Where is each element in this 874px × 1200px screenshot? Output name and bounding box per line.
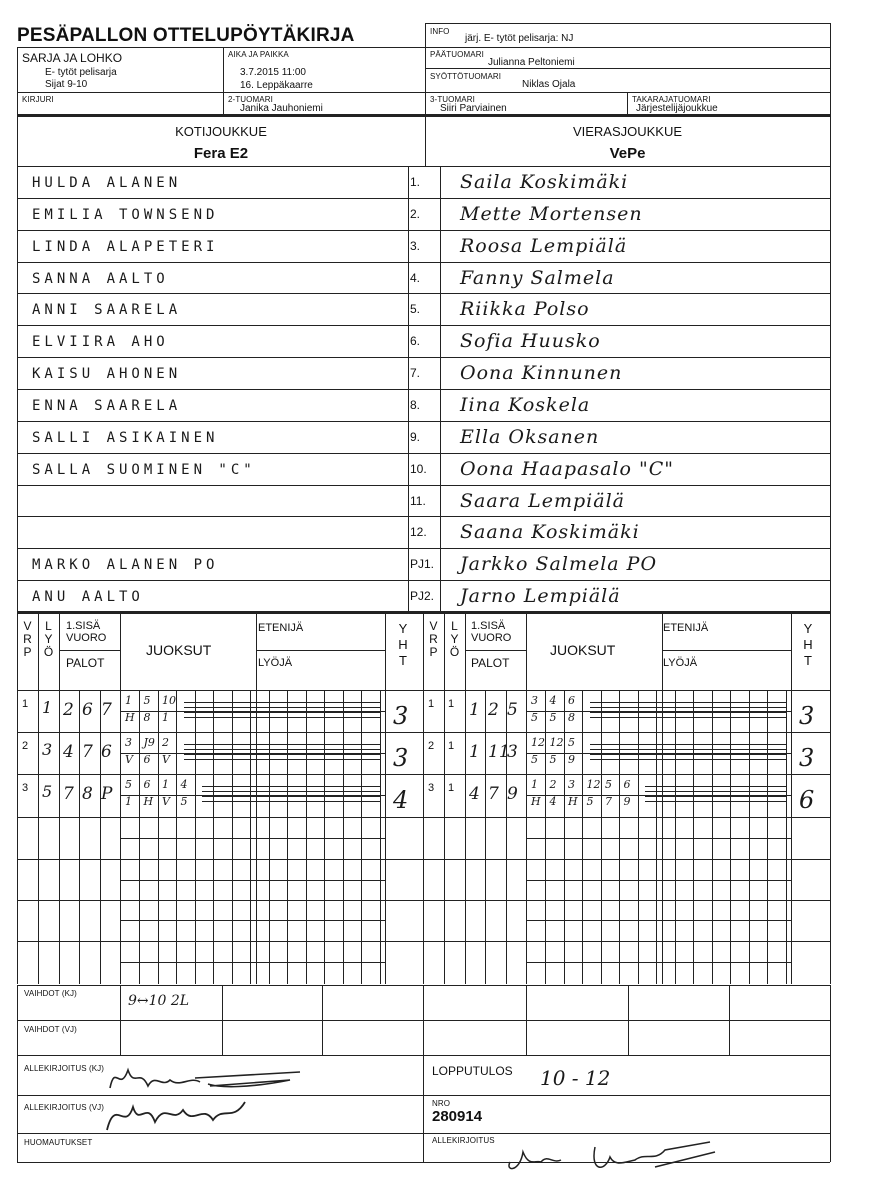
away-player-name: Jarno Lempiälä — [460, 585, 621, 607]
out-entry: 1 — [469, 742, 480, 762]
run-entry: V — [162, 753, 170, 766]
home-player-name: SALLA SUOMINEN "C" — [32, 462, 256, 478]
away-juoksut-header: JUOKSUT — [550, 642, 616, 658]
away-etenija-header: ETENIJÄ — [663, 622, 709, 634]
out-entry: 4 — [469, 784, 480, 804]
umpire2-value: Janika Jauhoniemi — [240, 103, 323, 114]
run-entry: 1 — [125, 694, 132, 707]
palot-header: PALOT — [66, 656, 105, 670]
tally-stroke — [202, 786, 380, 787]
home-player-name: HULDA ALANEN — [32, 175, 182, 191]
run-entry: 5 — [586, 795, 594, 808]
roster-number: 1. — [410, 175, 421, 189]
inning-number: 1 — [428, 698, 435, 710]
hitter-start: 1 — [42, 698, 53, 717]
home-player-name: EMILIA TOWNSEND — [32, 207, 219, 223]
run-entry: 12 — [586, 778, 601, 791]
run-entry: H — [531, 795, 541, 808]
nro-label: NRO — [432, 1099, 451, 1108]
home-player-name: LINDA ALAPETERI — [32, 239, 219, 255]
tally-stroke — [590, 759, 786, 760]
out-entry: 7 — [488, 784, 499, 804]
away-player-name: Mette Mortensen — [460, 203, 643, 225]
inning-number: 2 — [22, 740, 29, 752]
tally-stroke — [184, 707, 380, 708]
run-entry: 1 — [162, 778, 169, 791]
run-entry: 8 — [568, 711, 575, 724]
out-entry: 2 — [63, 700, 74, 720]
away-vrp-header: V R P — [429, 619, 438, 659]
inning-number: 3 — [22, 782, 29, 794]
info-value: järj. E- tytöt pelisarja: NJ — [465, 33, 574, 44]
tally-stroke — [184, 759, 380, 760]
run-entry: 3 — [568, 778, 575, 791]
series-label: SARJA JA LOHKO — [22, 51, 123, 65]
tally-stroke — [184, 712, 380, 713]
sign-label: ALLEKIRJOITUS — [432, 1136, 495, 1145]
inning-total: 4 — [393, 786, 409, 814]
subs-home-label: VAIHDOT (KJ) — [24, 989, 77, 998]
inning-total: 3 — [799, 702, 815, 730]
tally-stroke — [645, 791, 786, 792]
run-entry: 4 — [180, 778, 188, 791]
run-entry: 4 — [549, 795, 557, 808]
out-entry: 1 — [469, 700, 480, 720]
home-player-name: ELVIIRA AHO — [32, 334, 169, 350]
out-entry: 7 — [82, 742, 93, 762]
run-entry: 6 — [623, 778, 631, 791]
away-player-name: Saara Lempiälä — [460, 490, 625, 512]
inning-number: 3 — [428, 782, 435, 794]
inning-total: 6 — [799, 786, 815, 814]
run-entry: H — [568, 795, 578, 808]
head-umpire-label: PÄÄTUOMARI — [430, 50, 484, 59]
home-player-name: ENNA SAARELA — [32, 398, 182, 414]
hitter-start: 1 — [448, 740, 455, 752]
away-lyo-header: L Y Ö — [449, 619, 460, 659]
sisa-header: 1.SISÄ VUORO — [66, 620, 107, 644]
home-player-name: ANU AALTO — [32, 589, 144, 605]
home-team-label: KOTIJOUKKUE — [175, 124, 267, 139]
place-value: 16. Leppäkaarre — [240, 80, 313, 91]
away-player-name: Jarkko Salmela PO — [460, 553, 658, 575]
back-umpire-label: TAKARAJATUOMARI — [632, 95, 711, 104]
tally-stroke — [184, 744, 380, 745]
final-score-value: 10 - 12 — [540, 1066, 611, 1090]
run-entry: 10 — [162, 694, 176, 707]
tally-stroke — [202, 796, 380, 797]
out-entry: 8 — [82, 784, 93, 804]
run-entry: H — [125, 711, 135, 724]
head-umpire-value: Julianna Peltoniemi — [488, 57, 575, 68]
run-entry: 6 — [143, 778, 151, 791]
away-team-name: VePe — [609, 145, 646, 162]
run-entry: 5 — [125, 778, 132, 791]
scorer-label: KIRJURI — [22, 95, 54, 104]
umpire3-label: 3-TUOMARI — [430, 95, 475, 104]
roster-number: 2. — [410, 207, 421, 221]
roster-number: PJ2. — [410, 589, 435, 603]
run-entry: 1 — [125, 795, 132, 808]
lyoja-header: LYÖJÄ — [258, 657, 293, 669]
run-entry: 9 — [623, 795, 631, 808]
tally-stroke — [202, 791, 380, 792]
out-entry: 6 — [82, 700, 93, 720]
sign-home-label: ALLEKIRJOITUS (KJ) — [24, 1064, 105, 1073]
tally-stroke — [590, 707, 786, 708]
tally-stroke — [590, 749, 786, 750]
yht-header: Y H T — [398, 621, 408, 668]
inning-total: 3 — [799, 744, 815, 772]
run-entry: 8 — [143, 711, 151, 724]
final-score-label: LOPPUTULOS — [432, 1064, 513, 1078]
away-player-name: Roosa Lempiälä — [460, 235, 628, 257]
run-entry: 5 — [531, 711, 538, 724]
run-entry: 6 — [143, 753, 151, 766]
inning-total: 3 — [393, 702, 409, 730]
hitter-start: 5 — [42, 782, 53, 801]
notes-label: HUOMAUTUKSET — [24, 1138, 93, 1147]
away-player-name: Oona Haapasalo "C" — [460, 458, 674, 480]
scorer-signature — [495, 1132, 725, 1177]
out-entry: 7 — [63, 784, 74, 804]
roster-number: 6. — [410, 334, 421, 348]
away-player-name: Sofia Huusko — [460, 330, 601, 352]
out-entry: 7 — [101, 700, 112, 720]
out-entry: 9 — [507, 784, 518, 804]
run-entry: 9 — [568, 753, 575, 766]
home-player-name: SALLI ASIKAINEN — [32, 430, 219, 446]
time-value: 3.7.2015 11:00 — [240, 67, 306, 78]
inning-number: 2 — [428, 740, 435, 752]
out-entry: 3 — [507, 742, 518, 762]
run-entry: 2 — [162, 736, 169, 749]
run-entry: 5 — [531, 753, 538, 766]
roster-number: 8. — [410, 398, 421, 412]
info-label: INFO — [430, 27, 450, 36]
series-group: Sijat 9-10 — [45, 79, 88, 90]
away-lyoja-header: LYÖJÄ — [663, 657, 698, 669]
tally-stroke — [590, 717, 786, 718]
out-entry: 2 — [488, 700, 499, 720]
run-entry: 5 — [143, 694, 151, 707]
tally-stroke — [645, 796, 786, 797]
run-entry: V — [162, 795, 170, 808]
away-player-name: Riikka Polso — [460, 298, 590, 320]
away-player-name: Iina Koskela — [460, 394, 591, 416]
inning-number: 1 — [22, 698, 29, 710]
away-player-name: Saila Koskimäki — [460, 171, 629, 193]
pitch-umpire-label: SYÖTTÖTUOMARI — [430, 72, 502, 81]
roster-number: 5. — [410, 302, 421, 316]
run-entry: 5 — [605, 778, 612, 791]
out-entry: 5 — [507, 700, 518, 720]
tally-stroke — [184, 702, 380, 703]
run-entry: 2 — [549, 778, 557, 791]
roster-number: 4. — [410, 271, 421, 285]
tally-stroke — [202, 801, 380, 802]
run-entry: 5 — [568, 736, 575, 749]
hitter-start: 1 — [448, 782, 455, 794]
roster-number: 7. — [410, 366, 421, 380]
tally-stroke — [184, 717, 380, 718]
away-yht-header: Y H T — [803, 621, 813, 668]
run-entry: 12 — [549, 736, 564, 749]
run-entry: 5 — [549, 711, 557, 724]
away-player-name: Fanny Salmela — [460, 267, 615, 289]
run-entry: 12 — [531, 736, 545, 749]
run-entry: 5 — [180, 795, 188, 808]
away-player-name: Saana Koskimäki — [460, 521, 640, 543]
juoksut-header: JUOKSUT — [146, 642, 212, 658]
out-entry: 6 — [101, 742, 112, 762]
run-entry: 1 — [162, 711, 169, 724]
run-entry: 3 — [531, 694, 538, 707]
vrp-header: V R P — [23, 619, 32, 659]
form-title: PESÄPALLON OTTELUPÖYTÄKIRJA — [17, 25, 355, 46]
away-player-name: Ella Oksanen — [460, 426, 600, 448]
tally-stroke — [590, 744, 786, 745]
nro-value: 280914 — [432, 1108, 483, 1125]
subs-away-label: VAIHDOT (VJ) — [24, 1025, 77, 1034]
hitter-start: 1 — [448, 698, 455, 710]
hitter-start: 3 — [42, 740, 53, 759]
tally-stroke — [645, 786, 786, 787]
run-entry: 4 — [549, 694, 557, 707]
roster-number: 9. — [410, 430, 421, 444]
home-player-name: MARKO ALANEN PO — [32, 557, 219, 573]
tally-stroke — [645, 801, 786, 802]
run-entry: V — [125, 753, 133, 766]
tally-stroke — [184, 754, 380, 755]
series-value: E- tytöt pelisarja — [45, 67, 117, 78]
run-entry: 1 — [531, 778, 538, 791]
umpire2-label: 2-TUOMARI — [228, 95, 273, 104]
away-sisa-header: 1.SISÄ VUORO — [471, 620, 512, 644]
umpire3-value: Siiri Parviainen — [440, 103, 507, 114]
roster-number: 11. — [410, 494, 426, 508]
home-player-name: KAISU AHONEN — [32, 366, 182, 382]
out-entry: P — [101, 784, 113, 804]
roster-number: PJ1. — [410, 557, 435, 571]
home-player-name: ANNI SAARELA — [32, 302, 182, 318]
time-place-label: AIKA JA PAIKKA — [228, 50, 289, 59]
run-entry: 6 — [568, 694, 575, 707]
home-team-name: Fera E2 — [193, 145, 249, 162]
sign-away-label: ALLEKIRJOITUS (VJ) — [24, 1103, 105, 1112]
tally-stroke — [184, 749, 380, 750]
run-entry: J9 — [143, 736, 155, 749]
roster-number: 3. — [410, 239, 421, 253]
away-player-name: Oona Kinnunen — [460, 362, 623, 384]
back-umpire-value: Järjestelijäjoukkue — [636, 103, 718, 114]
run-entry: H — [143, 795, 154, 808]
run-entry: 7 — [605, 795, 612, 808]
away-palot-header: PALOT — [471, 656, 510, 670]
home-player-name: SANNA AALTO — [32, 271, 169, 287]
tally-stroke — [590, 712, 786, 713]
away-signature — [95, 1092, 265, 1137]
tally-stroke — [590, 754, 786, 755]
run-entry: 5 — [549, 753, 557, 766]
run-entry: 3 — [125, 736, 132, 749]
etenija-header: ETENIJÄ — [258, 622, 304, 634]
subs-home-value: 9↔10 2L — [128, 993, 190, 1009]
away-team-label: VIERASJOUKKUE — [572, 124, 683, 139]
out-entry: 11 — [488, 742, 510, 762]
roster-number: 10. — [410, 462, 427, 476]
out-entry: 4 — [63, 742, 74, 762]
roster-number: 12. — [410, 525, 427, 539]
lyo-header: L Y Ö — [43, 619, 54, 659]
tally-stroke — [590, 702, 786, 703]
pitch-umpire-value: Niklas Ojala — [522, 79, 576, 90]
inning-total: 3 — [393, 744, 409, 772]
